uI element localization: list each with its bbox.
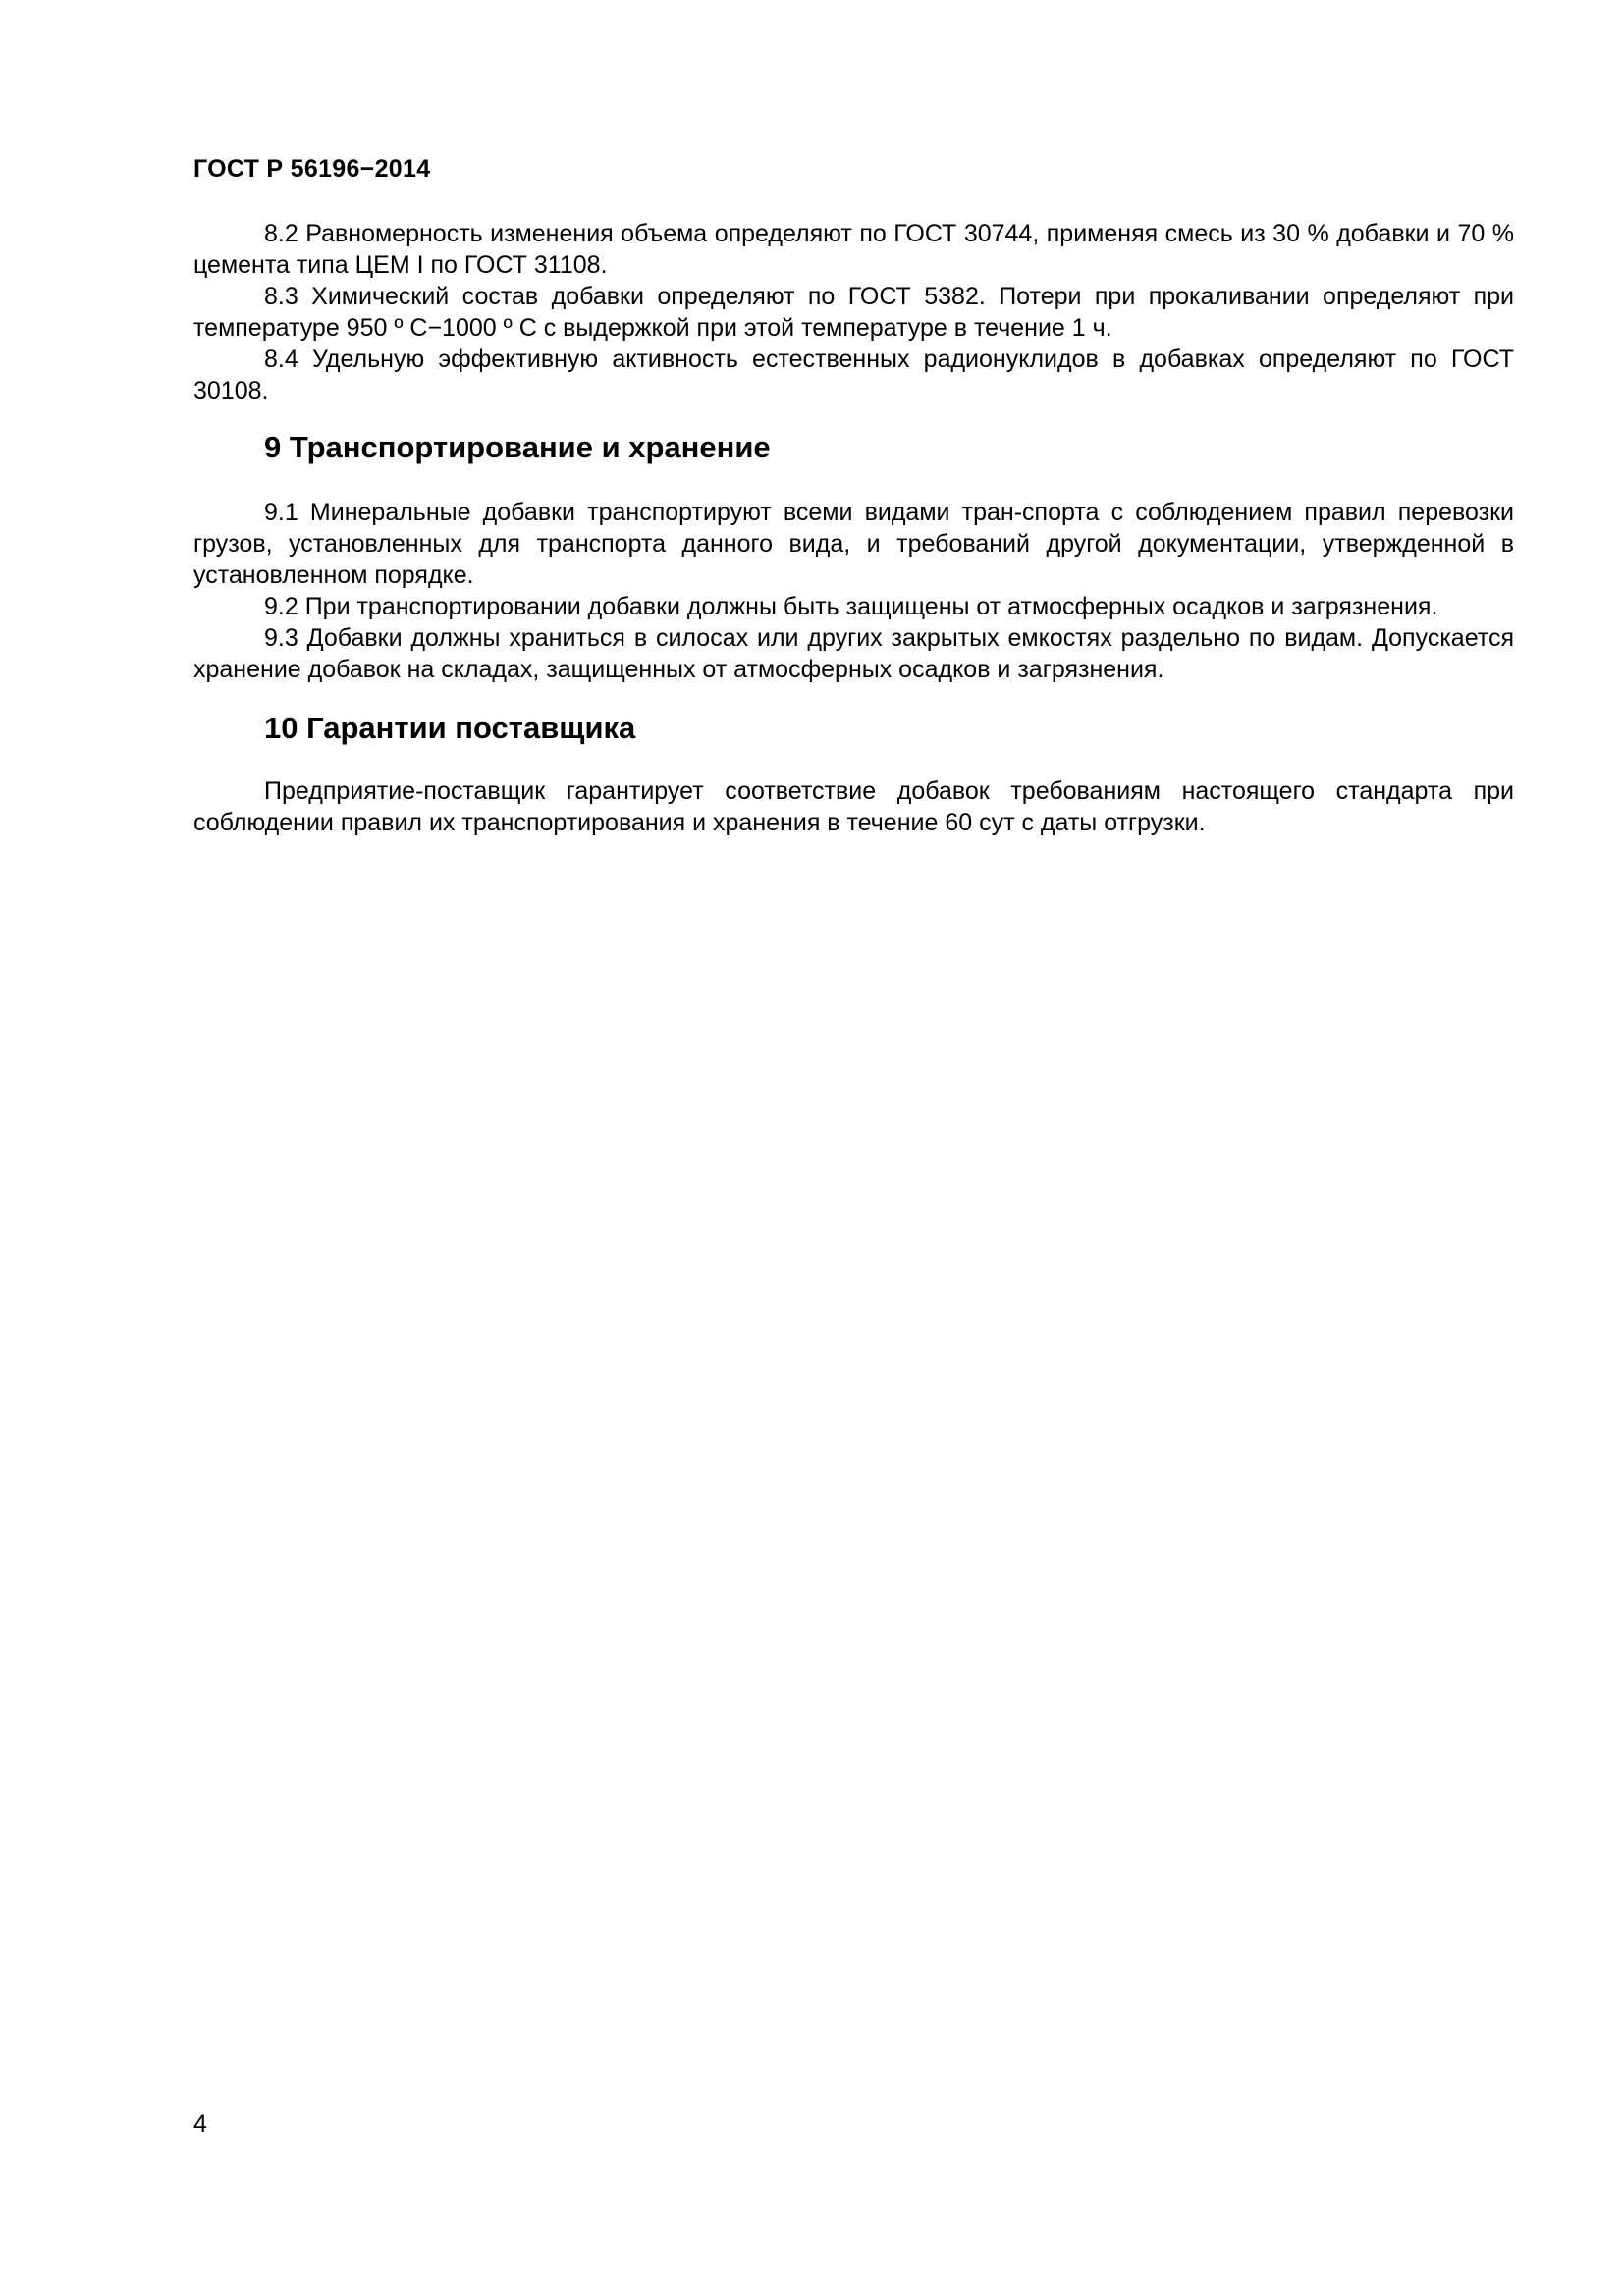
section-heading-10: 10 Гарантии поставщика [264,711,636,745]
section-heading-9: 9 Транспортирование и хранение [264,430,771,464]
paragraph-10: Предприятие-поставщик гарантирует соответствие добавок требованиям настоящего стандарта при соблюдении правил их транспортирования и хранения в течение 60 сут с даты отгрузки. [193,777,1514,836]
paragraph-9-3: 9.3 Добавки должны храниться в силосах или других закрытых емкостях раздельно по видам. Допускается хранение добавок на складах, защищенных от атмосферных осадков и загрязнения. [193,624,1514,683]
paragraph-8-2: 8.2 Равномерность изменения объема определяют по ГОСТ 30744, применяя смесь из 30 % добавки и 70 % цемента типа ЦЕМ I по ГОСТ 31108. [193,220,1514,279]
paragraph-8-4: 8.4 Удельную эффективную активность естественных радионуклидов в добавках определяют по ГОСТ 30108. [193,346,1514,404]
paragraph-9-1: 9.1 Минеральные добавки транспортируют всеми видами тран-спорта с соблюдением правил перевозки грузов, установленных для транспорта данного вида, и требований другой документации, утвержденной в установленном порядке. [193,499,1514,589]
paragraph-8-3: 8.3 Химический состав добавки определяют по ГОСТ 5382. Потери при прокаливании определяют при температуре 950 º С−1000 º С с выдержкой при этой температуре в течение 1 ч. [193,283,1514,342]
document-body [193,218,1514,838]
document-code-header: ГОСТ Р 56196−2014 [193,155,431,183]
page-number: 4 [193,2110,207,2138]
paragraph-9-2: 9.2 При транспортировании добавки должны быть защищены от атмосферных осадков и загрязнения. [264,593,1438,620]
